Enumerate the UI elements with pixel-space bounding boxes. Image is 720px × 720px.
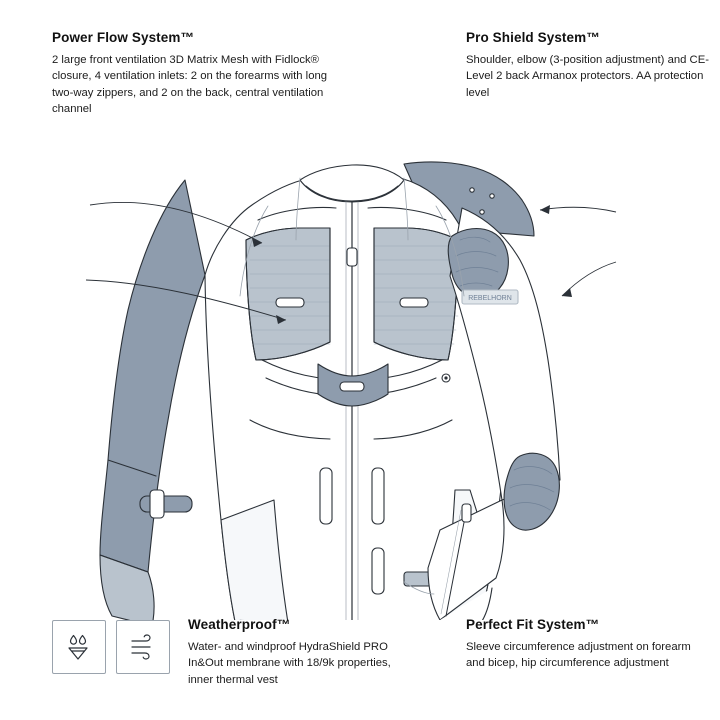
shoulder-rivet-3 — [480, 210, 484, 214]
zipper-pull — [347, 248, 357, 266]
left-strap-buckle — [150, 490, 164, 518]
feature-pro-shield-system — [466, 30, 716, 101]
windproof-icon-box — [116, 620, 170, 674]
feature-weatherproof — [188, 617, 413, 688]
elbow-protector — [504, 453, 559, 530]
chest-tab-left — [276, 298, 304, 307]
right-chest-mesh — [374, 228, 458, 360]
feature-body: Water- and windproof HydraShield PRO In&Out membrane with 18/9k properties, inner thermal vest — [188, 641, 391, 686]
chest-tab-right — [400, 298, 428, 307]
forearm-zipper-pull — [462, 504, 471, 522]
feature-body: Sleeve circumference adjustment on forearm and bicep, hip circumference adjustment — [466, 641, 691, 670]
front-pocket-left — [320, 468, 332, 524]
chest-tab-center — [340, 382, 364, 391]
feature-perfect-fit-system — [466, 617, 706, 672]
feature-title: Weatherproof™ — [188, 617, 291, 632]
left-sleeve-strap — [140, 496, 192, 512]
lower-pocket-right — [372, 548, 384, 594]
feature-power-flow-system — [52, 30, 342, 118]
feature-body: Shoulder, elbow (3-position adjustment) and CE-Level 2 back Armanox protectors. AA protection level — [466, 54, 710, 99]
shoulder-rivet-1 — [470, 188, 474, 192]
waterproof-icon — [62, 630, 96, 664]
icon-panel — [52, 620, 170, 674]
brand-tag-text: REBELHORN — [468, 295, 512, 302]
left-chest-mesh — [246, 228, 330, 360]
feature-title: Perfect Fit System™ — [466, 617, 600, 632]
shoulder-rivet-2 — [490, 194, 494, 198]
waterproof-icon-box — [52, 620, 106, 674]
motorcycle-jacket-illustration — [0, 60, 720, 620]
feature-body: 2 large front ventilation 3D Matrix Mesh with Fidlock® closure, 4 ventilation inlets: 2 on the forearms with long two-way zippers, and 2 on the back, central ventilation channel — [52, 54, 328, 116]
feature-title: Power Flow System™ — [52, 30, 195, 45]
windproof-icon — [126, 630, 160, 664]
feature-title: Pro Shield System™ — [466, 30, 600, 45]
front-pocket-right — [372, 468, 384, 524]
